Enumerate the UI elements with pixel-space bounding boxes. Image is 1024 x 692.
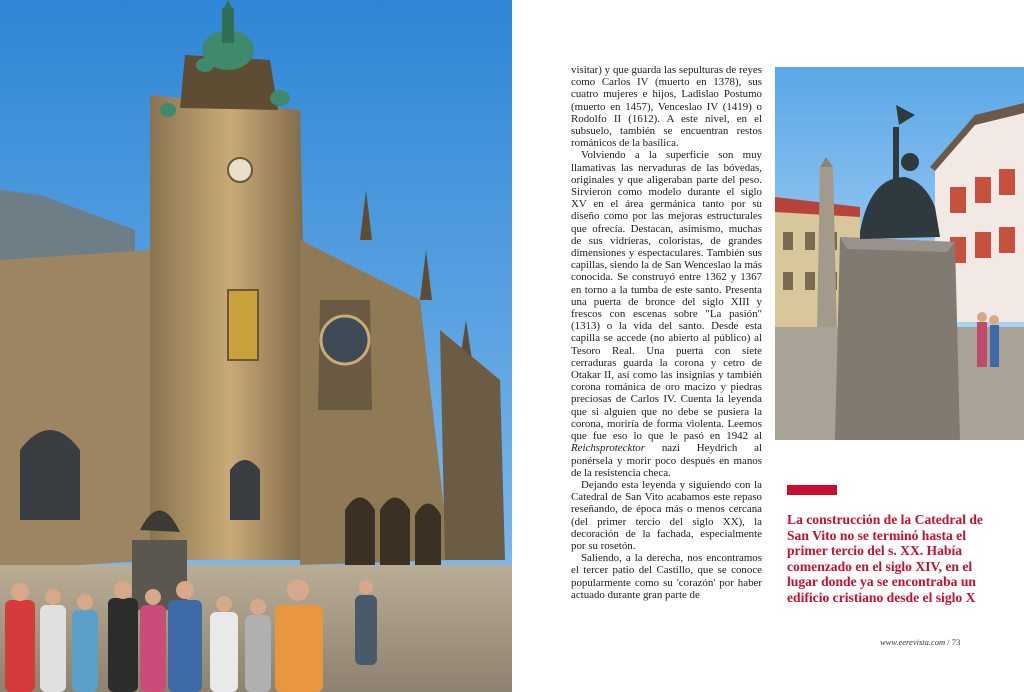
pull-quote: La construcción de la Catedral de San Vito no se terminó hasta el primer tercio del s. XX. Había comenzado en el siglo XIV, en el lugar donde ya se encontraba un edificio cristiano desde el siglo X bbox=[787, 512, 983, 605]
article-paragraph bbox=[571, 149, 762, 478]
article-paragraph-text: Volviendo a la superficie son muy llamativas las nervaduras de las bóvedas, originales y que aligeraban parte del peso. Sirvieron como modelo durante el siglo XV en el área germánica tanto por su diseño como por las mejoras estructurales que ofrecía. Destacan, asimismo, muchas de sus vidrieras, coloristas, de grandes dimensiones y espectaculares. También sus capillas, siendo la de San Wenceslao la más conocida. Se construyó entre 1362 y 1367 en torno a la tumba de este santo. Presenta una puerta de bronce del siglo XIII y frescos con escenas sobre "La pasión" (1313) o la vida del santo. Desde esta capilla se accede (no abierto al público) al Tesoro Real. Una puerta con siete cerraduras guarda la corona y cetro de Otakar II, así como las insignias y también corona románica de oro macizo y piedras preciosas de Carlos IV. Cuenta la leyenda que si alguien que no debe se pusiera la corona, moriría de forma violenta. Leemos que fue eso lo que le pasó en 1942 al bbox=[571, 149, 762, 443]
accent-bar bbox=[787, 485, 837, 495]
article-paragraph-tail: nazi Heydrich al ponérsela y morir poco después en manos de la resistencia checa. bbox=[571, 442, 762, 479]
statue-photo bbox=[775, 67, 1024, 440]
italic-term: Reichsprotecktor bbox=[571, 442, 645, 455]
page-number: 73 bbox=[951, 637, 961, 647]
article-paragraph: Dejando esta leyenda y siguiendo con la Catedral de San Vito acabamos este repaso reseñando, de época más o menos cercana (del primer tercio del siglo XX), la decoración de la fachada, especialmente por su rosetón. bbox=[571, 478, 762, 552]
footer-site: www.eerevista.com bbox=[880, 637, 946, 647]
article-paragraph: Saliendo, a la derecha, nos encontramos el tercer patio del Castillo, que se conoce popularmente como su 'corazón' por haber actuado durante gran parte de bbox=[571, 552, 762, 601]
article-body bbox=[571, 64, 762, 601]
footer-separator: / bbox=[945, 637, 952, 647]
statue-illustration bbox=[775, 67, 1024, 440]
page-footer bbox=[880, 637, 960, 647]
article-paragraph: visitar) y que guarda las sepulturas de reyes como Carlos IV (muerto en 1378), sus cuatro mujeres e hijos, Ladislao Postumo (muerto en 1457), Venceslao IV (1419) o Rodolfo II (1612). A este nivel, en el subsuelo, también se encuentran restos románicos de la basílica. bbox=[571, 64, 762, 150]
